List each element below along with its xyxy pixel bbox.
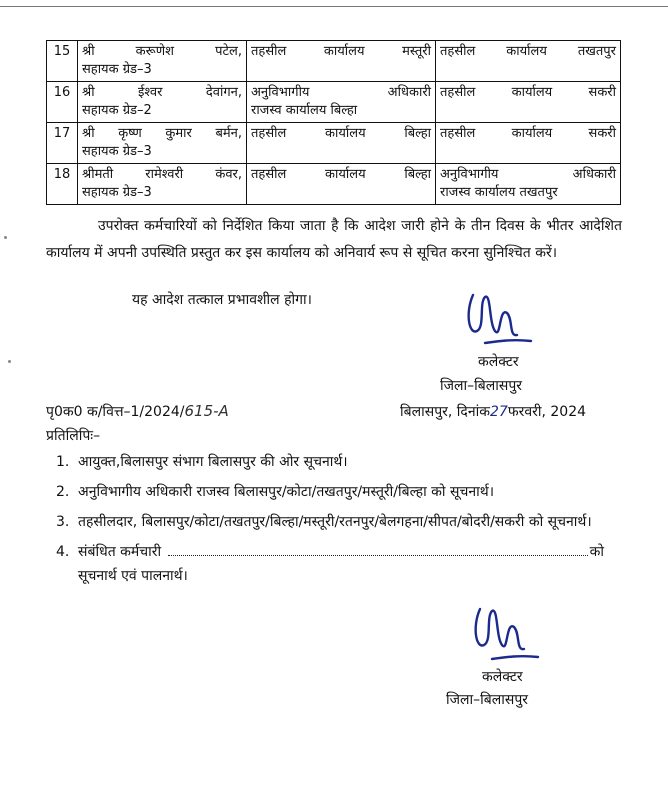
signature1-designation: कलेक्टर bbox=[478, 354, 519, 370]
reference-handwritten: 615-A bbox=[184, 402, 229, 420]
posted-office-line: राजस्व कार्यालय तखतपुर bbox=[440, 185, 558, 200]
row-number bbox=[47, 82, 78, 123]
copy-item-text: तहसीलदार, बिलासपुर/कोटा/तखतपुर/बिल्हा/मस्तूरी/रतनपुर/बेलगहना/सीपत/बोदरी/सकरी को सूचनार्थ। bbox=[78, 514, 592, 530]
employee-name-line: सहायक ग्रेड–3 bbox=[82, 144, 152, 159]
employee-name bbox=[78, 123, 247, 164]
posted-office bbox=[436, 123, 621, 164]
current-office bbox=[247, 41, 436, 82]
date-handwritten: 27 bbox=[490, 404, 508, 420]
employee-name bbox=[78, 41, 247, 82]
employee-name-line: श्री करूणेश पटेल, bbox=[82, 44, 242, 59]
copy-item-text: आयुक्त,बिलासपुर संभाग बिलासपुर की ओर सूचनार्थ। bbox=[78, 454, 348, 470]
row-number-line: 17 bbox=[53, 126, 71, 141]
copy-item-number: 1. bbox=[56, 454, 70, 470]
copy-item-number: 2. bbox=[56, 484, 70, 500]
current-office-line: राजस्व कार्यालय बिल्हा bbox=[251, 103, 358, 118]
copy-item-number: 3. bbox=[56, 514, 70, 530]
current-office bbox=[247, 164, 436, 205]
current-office-line: अनुविभागीय अधिकारी bbox=[251, 85, 431, 100]
row-number bbox=[47, 123, 78, 164]
copy-item-4 bbox=[56, 540, 616, 588]
employee-name-line: सहायक ग्रेड–2 bbox=[82, 103, 152, 118]
place-date-prefix: बिलासपुर, दिनांक bbox=[400, 404, 490, 420]
date-suffix: फरवरी, 2024 bbox=[507, 404, 587, 420]
posted-office bbox=[436, 82, 621, 123]
transfer-row bbox=[47, 123, 621, 164]
transfer-row bbox=[47, 82, 621, 123]
posted-office-line: तहसील कार्यालय तखतपुर bbox=[440, 44, 616, 59]
employee-name-line: सहायक ग्रेड–3 bbox=[82, 62, 152, 77]
current-office bbox=[247, 123, 436, 164]
signature2-district: जिला–बिलासपुर bbox=[446, 692, 529, 708]
signature2-designation: कलेक्टर bbox=[482, 669, 523, 685]
row-number-line: 18 bbox=[53, 167, 71, 182]
employee-name bbox=[78, 82, 247, 123]
transfer-row bbox=[47, 164, 621, 205]
employee-name-line: श्रीमती रामेश्वरी कंवर, bbox=[82, 167, 242, 182]
posted-office bbox=[436, 164, 621, 205]
copy-item bbox=[56, 510, 616, 534]
signature1-district: जिला–बिलासपुर bbox=[440, 378, 523, 394]
current-office-line: तहसील कार्यालय बिल्हा bbox=[251, 126, 431, 141]
posted-office-line: तहसील कार्यालय सकरी bbox=[440, 126, 616, 141]
reference-line bbox=[46, 402, 229, 421]
item4-label: संबंधित कर्मचारी bbox=[78, 544, 162, 560]
page-top-edge bbox=[0, 0, 668, 7]
item4-line2: सूचनार्थ एवं पालनार्थ। bbox=[78, 568, 188, 584]
reference-number: पृ0क0 क/वित्त–1/2024/ bbox=[46, 404, 185, 420]
posted-office-line: तहसील कार्यालय सकरी bbox=[440, 85, 616, 100]
employee-name bbox=[78, 164, 247, 205]
row-number bbox=[47, 41, 78, 82]
scan-speck bbox=[4, 236, 7, 239]
place-date bbox=[400, 402, 586, 421]
copy-item-text: अनुविभागीय अधिकारी राजस्व बिलासपुर/कोटा/तखतपुर/मस्तूरी/बिल्हा को सूचनार्थ। bbox=[78, 484, 494, 500]
copy-heading: प्रतिलिपिः– bbox=[46, 428, 101, 444]
current-office-line: तहसील कार्यालय बिल्हा bbox=[251, 167, 431, 182]
instruction-paragraph: उपरोक्त कर्मचारियों को निर्देशित किया जाता है कि आदेश जारी होने के तीन दिवस के भीतर आदेशित कार्यालय में अपनी उपस्थिति प्रस्तुत कर इस कार्यालय को अनिवार्य रूप से सूचित करना सुनिश्चित करें। bbox=[46, 218, 622, 261]
employee-name-line: श्री ईश्वर देवांगन, bbox=[82, 85, 242, 100]
transfer-table bbox=[46, 40, 621, 205]
transfer-row bbox=[47, 41, 621, 82]
employee-name-line: श्री कृष्ण कुमार बर्मन, bbox=[82, 126, 242, 141]
posted-office bbox=[436, 41, 621, 82]
copy-list bbox=[56, 450, 616, 594]
current-office bbox=[247, 82, 436, 123]
scan-speck bbox=[8, 360, 11, 363]
row-number bbox=[47, 164, 78, 205]
employee-name-line: सहायक ग्रेड–3 bbox=[82, 185, 152, 200]
blank-dotted-line bbox=[168, 545, 588, 556]
item4-suffix: को bbox=[589, 544, 604, 560]
copy-item bbox=[56, 450, 616, 474]
collector-signature-1 bbox=[455, 283, 545, 361]
row-number-line: 16 bbox=[53, 85, 71, 100]
copy-item bbox=[56, 480, 616, 504]
row-number-line: 15 bbox=[53, 44, 71, 59]
current-office-line: तहसील कार्यालय मस्तूरी bbox=[251, 44, 431, 59]
posted-office-line: अनुविभागीय अधिकारी bbox=[440, 167, 616, 182]
effect-statement: यह आदेश तत्काल प्रभावशील होगा। bbox=[132, 292, 312, 308]
item4-number: 4. bbox=[56, 544, 70, 560]
collector-signature-2 bbox=[462, 597, 552, 675]
